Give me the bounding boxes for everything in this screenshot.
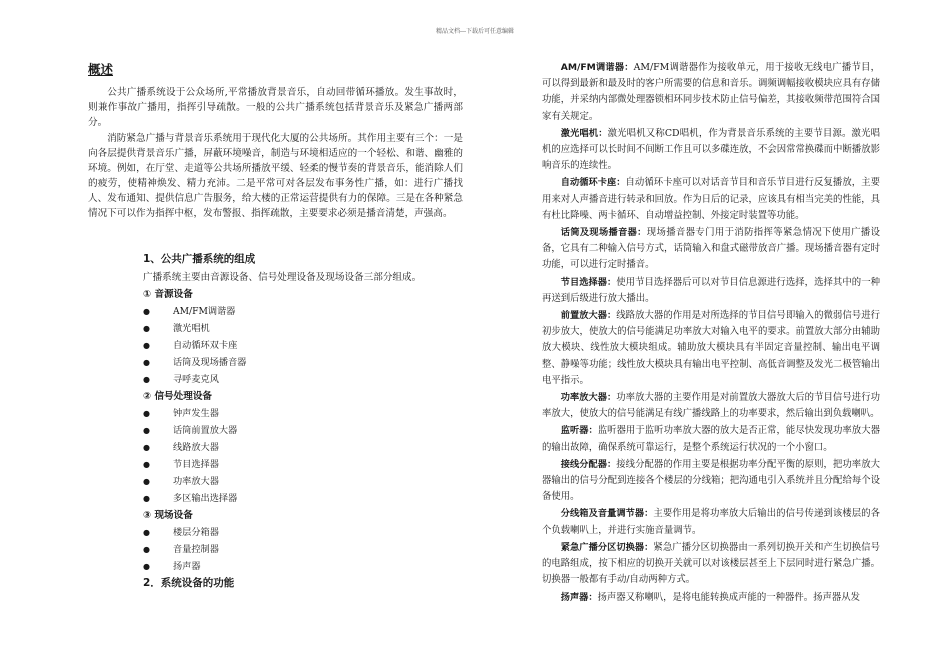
bullet-icon: ● [143,477,150,486]
group-title-field-equipment: ③ 现场设备 [143,510,193,521]
device-term: 功率放大器： [560,392,617,404]
list-item: ● 钟声发生器 [143,405,463,422]
bullet-icon: ● [143,528,150,537]
device-paragraph: 紧急广播分区切换器：紧急广播分区切换器由一系列切换开关和产生切换信号的电路组成，按下相应的切换开关就可以对该楼层甚至上下层同时进行紧急广播。切换器一般都有手动/自动两种方式。 [542,541,880,586]
right-column [542,60,880,607]
overview-title: 概述 [88,62,114,77]
device-paragraph: 节目选择器：使用节目选择器后可以对节目信息源进行选择，选择其中的一种再送到后级进行放大播出。 [542,276,880,304]
section-2-title: 2．系统设备的功能 [143,577,235,589]
list-item: ● 寻呼麦克风 [143,371,463,388]
device-paragraph: 激光唱机：激光唱机又称CD唱机，作为背景音乐系统的主要节目源。激光唱机的应选择可以长时间不间断工作且可以多碟连放，不会因常常换碟而中断播放影响音乐的连续性。 [542,127,880,172]
list-item: ● AM/FM调谐器 [143,303,463,320]
overview-paragraph-2: 消防紧急广播与背景音乐系统用于现代化大厦的公共场所。其作用主要有三个：一是向各层提供背景音乐广播，屏蔽环境噪音，制造与环境相适应的一个轻松、和谐、幽雅的环境。例如，在厅堂、走道等公共场所播放平缓、轻柔的慢节奏的背景音乐，能消除人们的疲劳，使精神焕发、精力充沛。二是平常可对各层发布事务性广播，如：进行广播找人、发布通知、提供信息广告服务，给大楼的正常运营提供有力的保障。三是在各种紧急情况下可以作为指挥中枢，发布警报、指挥疏散，主要要求必须是播音清楚，声强高。 [88,133,463,219]
list-item: ● 激光唱机 [143,320,463,337]
device-term: 扬声器： [560,591,598,603]
list-item: ● 节目选择器 [143,456,463,473]
bullet-icon: ● [143,443,150,452]
device-paragraph: 前置放大器：线路放大器的作用是对所选择的节目信号即输入的微弱信号进行初步放大，使放大的信号能满足功率放大对输入电平的要求。前置放大部分由辅助放大模块、线性放大模块组成。辅助放大模块具有半固定音量控制、输出电平调整、静噪等功能；线性放大模块具有输出电平控制、高低音调整及发光二极管输出电平指示。 [542,310,880,386]
list-item: ● 音量控制器 [143,541,463,558]
device-paragraph: 监听器：监听器用于监听功率放大器的放大是否正常，能尽快发现功率放大器的输出故障，确保系统可靠运行，是整个系统运行状况的一个小窗口。 [542,425,880,453]
left-column [88,62,463,591]
device-term: 自动循环卡座： [560,177,626,189]
list-item: ● 功率放大器 [143,473,463,490]
group-title-signal-processing: ② 信号处理设备 [143,391,213,402]
device-term: 监听器： [560,425,598,437]
device-term: AM/FM调谐器： [560,62,634,73]
device-term: 前置放大器： [560,310,617,322]
field-equipment-list [143,524,463,575]
device-term: 节目选择器： [560,276,617,288]
bullet-icon: ● [143,409,150,418]
list-item: ● 话筒及现场播音器 [143,354,463,371]
list-item: ● 线路放大器 [143,439,463,456]
list-item: ● 扬声器 [143,558,463,575]
device-paragraph: 分线箱及音量调节器：主要作用是将功率放大后输出的信号传递到该楼层的各个负载喇叭上，并进行实施音量调节。 [542,508,880,536]
device-term: 激光唱机： [560,127,608,139]
device-paragraph: 功率放大器：功率放大器的主要作用是对前置放大器放大后的节目信号进行功率放大，使放大的信号能满足有线广播线路上的功率要求，然后输出到负载喇叭。 [542,392,880,420]
bullet-icon: ● [143,375,150,384]
bullet-icon: ● [143,324,150,333]
overview-paragraph-1: 公共广播系统设于公众场所,平常播放背景音乐，自动回带循环播放。发生事故时，则兼作事故广播用，指挥引导疏散。一般的公共广播系统包括背景音乐及紧急广播两部分。 [88,87,463,128]
list-item: ● 话筒前置放大器 [143,422,463,439]
list-item: ● 楼层分箱器 [143,524,463,541]
bullet-icon: ● [143,494,150,503]
device-paragraph: 接线分配器：接线分配器的作用主要是根据功率分配平衡的原则，把功率放大器输出的信号分配到连接各个楼层的分线箱；把沟通电引入系统并且分配给每个设备使用。 [542,458,880,503]
section-1-title: 1、公共广播系统的组成 [143,253,256,265]
bullet-icon: ● [143,562,150,571]
bullet-icon: ● [143,341,150,350]
bullet-icon: ● [143,358,150,367]
device-paragraph: 话筒及现场播音器：现场播音器专门用于消防指挥等紧急情况下使用广播设备，它具有二种输入信号方式，话筒输入和盘式磁带放音广播。现场播音器有定时功能，可以进行定时播音。 [542,227,880,271]
device-term: 分线箱及音量调节器： [560,508,654,520]
device-term: 紧急广播分区切换器： [560,541,654,553]
section-1-intro: 广播系统主要由音源设备、信号处理设备及现场设备三部分组成。 [143,272,422,283]
bullet-icon: ● [143,307,150,316]
page-header: 精品文档---下载后可任意编辑 [435,28,515,35]
device-paragraph: 自动循环卡座：自动循环卡座可以对话音节目和音乐节目进行反复播放，主要用来对人声播音进行转录和回放。作为日后的记录，应该具有相当完美的性能，具有杜比降噪、两卡循环、自动增益控制、外接定时装置等功能。 [542,177,880,221]
list-item: ● 多区输出选择器 [143,490,463,507]
device-paragraph: AM/FM调谐器：AM/FM调谐器作为接收单元，用于接收无线电广播节目，可以得到最新和最及时的客户所需要的信息和音乐。调频调幅接收模块应具有存储功能，并采纳内部微处理器锁相环同步技术防止信号偏差，其接收频带范围符合国家有关规定。 [542,62,881,122]
bullet-icon: ● [143,460,150,469]
device-term: 接线分配器： [560,458,617,470]
signal-processing-list [143,405,463,507]
device-term: 话筒及现场播音器： [560,227,647,239]
device-paragraph: 扬声器：扬声器又称喇叭，是将电能转换成声能的一种器件。扬声器从发 [560,591,861,603]
bullet-icon: ● [143,545,150,554]
group-title-audio-source: ① 音源设备 [143,289,193,300]
audio-source-list [143,303,463,388]
list-item: ● 自动循环双卡座 [143,337,463,354]
bullet-icon: ● [143,426,150,435]
